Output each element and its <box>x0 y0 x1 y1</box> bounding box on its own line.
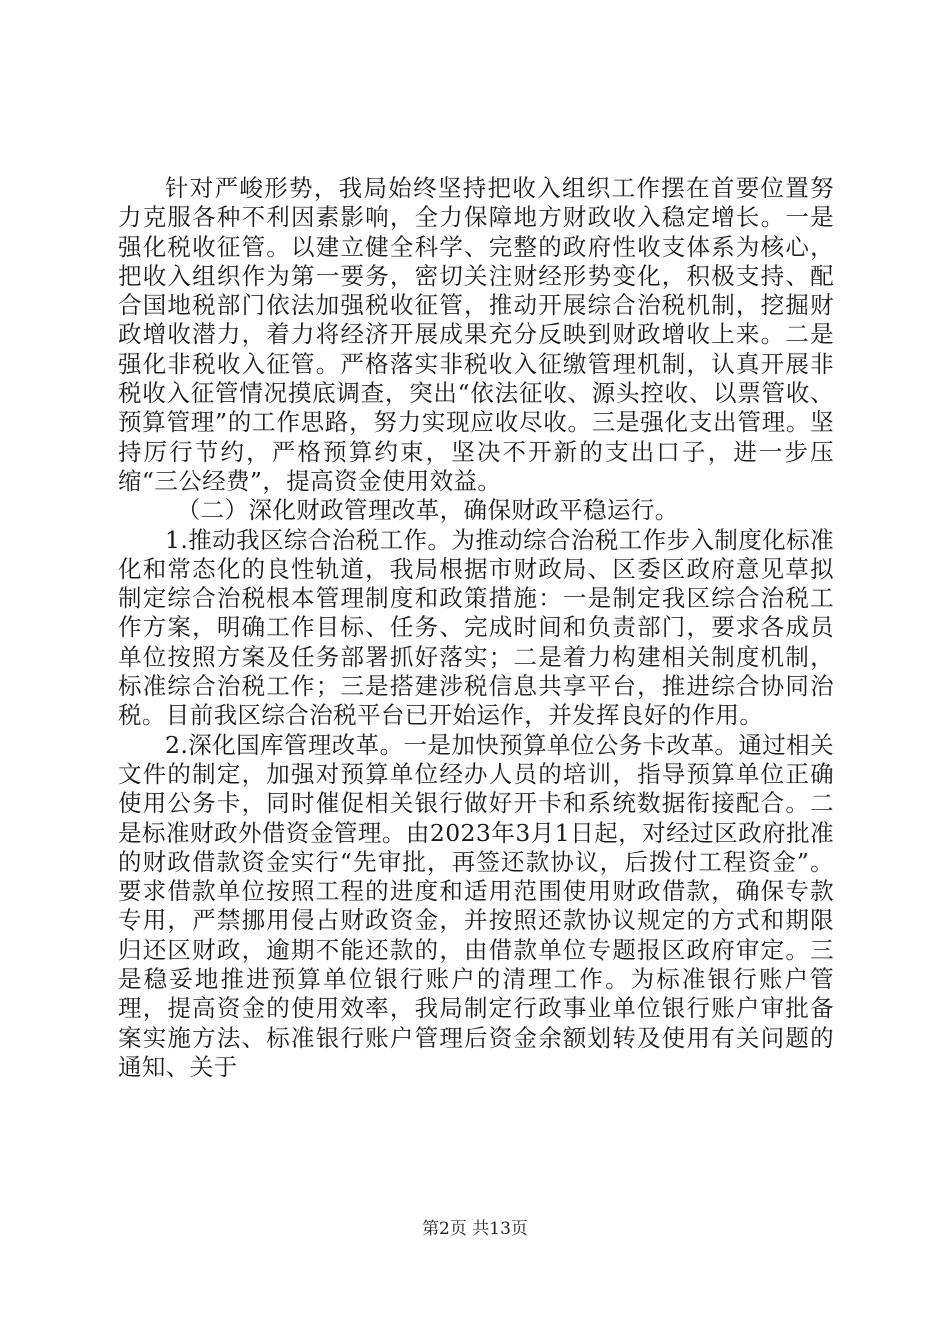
paragraph-treasury-reform: 2.深化国库管理改革。一是加快预算单位公务卡改革。通过相关文件的制定，加强对预算单位经办人员的培训，指导预算单位正确使用公务卡，同时催促相关银行做好开卡和系统数据衔接配合。二是标准财政外借资金管理。由2023年3月1日起，对经过区政府批准的财政借款资金实行“先审批，再签还款协议，后拨付工程资金”。要求借款单位按照工程的进度和适用范围使用财政借款，确保专款专用，严禁挪用侵占财政资金，并按照还款协议规定的方式和期限归还区财政，逾期不能还款的，由借款单位专题报区政府审定。三是稳妥地推进预算单位银行账户的清理工作。为标准银行账户管理，提高资金的使用效率，我局制定行政事业单位银行账户审批备案实施方法、标准银行账户管理后资金余额划转及使用有关问题的通知、关于 <box>118 730 834 1081</box>
paragraph-revenue-collection: 针对严峻形势，我局始终坚持把收入组织工作摆在首要位置努力克服各种不利因素影响，全力保障地方财政收入稳定增长。一是强化税收征管。以建立健全科学、完整的政府性收支体系为核心，把收入组织作为第一要务，密切关注财经形势变化，积极支持、配合国地税部门依法加强税收征管，推动开展综合治税机制，挖掘财政增收潜力，着力将经济开展成果充分反映到财政增收上来。二是强化非税收入征管。严格落实非税收入征缴管理机制，认真开展非税收入征管情况摸底调查，突出“依法征收、源头控收、以票管收、预算管理”的工作思路，努力实现应收尽收。三是强化支出管理。坚持厉行节约，严格预算约束，坚决不开新的支出口子，进一步压缩“三公经费”，提高资金使用效益。 <box>118 174 834 495</box>
page-number-footer: 第2页 共13页 <box>422 1219 528 1239</box>
section-heading-fiscal-reform: （二）深化财政管理改革，确保财政平稳运行。 <box>176 496 679 525</box>
document-body <box>118 174 834 1082</box>
paragraph-tax-governance: 1.推动我区综合治税工作。为推动综合治税工作步入制度化标准化和常态化的良性轨道，我局根据市财政局、区委区政府意见草拟制定综合治税根本管理制度和政策措施：一是制定我区综合治税工作方案，明确工作目标、任务、完成时间和负责部门，要求各成员单位按照方案及任务部署抓好落实；二是着力构建相关制度机制，标准综合治税工作；三是搭建涉税信息共享平台，推进综合协同治税。目前我区综合治税平台已开始运作，并发挥良好的作用。 <box>118 525 834 730</box>
